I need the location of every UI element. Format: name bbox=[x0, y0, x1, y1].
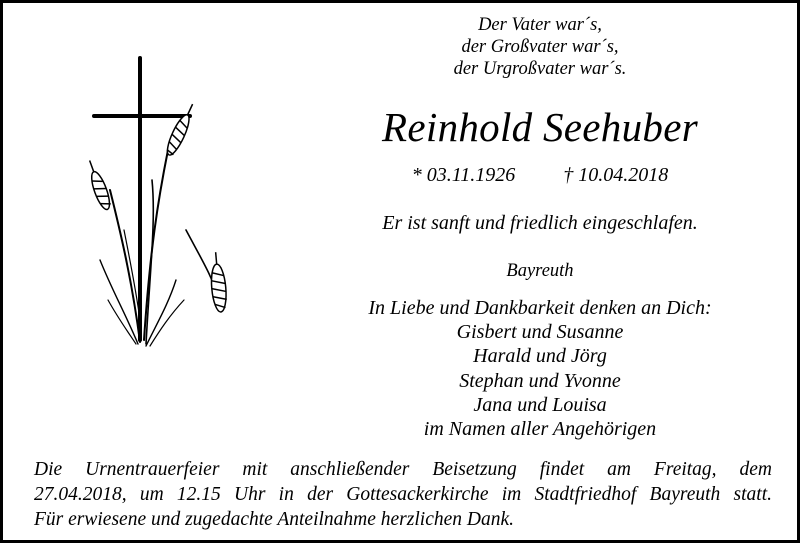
notice-line: Die Urnentrauerfeier mit anschließender Beisetzung findet am Freitag, dem bbox=[34, 459, 772, 480]
mourner-name: Jana und Louisa bbox=[473, 393, 607, 416]
intro-line: der Großvater war´s, bbox=[461, 37, 619, 57]
notice-line: Für erwiesene und zugedachte Anteilnahme herzlichen Dank. bbox=[34, 509, 514, 530]
mourners-list bbox=[270, 296, 800, 441]
intro-verse bbox=[300, 14, 780, 80]
death-date: † 10.04.2018 bbox=[563, 164, 669, 186]
life-dates bbox=[300, 162, 780, 188]
intro-line: Der Vater war´s, bbox=[478, 15, 602, 35]
cross-with-wheat-icon bbox=[80, 50, 270, 360]
mourners-heading: In Liebe und Dankbarkeit denken an Dich: bbox=[368, 297, 712, 319]
mourner-name: Stephan und Yvonne bbox=[459, 369, 621, 392]
place-name: Bayreuth bbox=[506, 261, 574, 281]
mourner-name: Harald und Jörg bbox=[473, 345, 607, 368]
intro-line: der Urgroßvater war´s. bbox=[453, 59, 627, 79]
mourners-closing: im Namen aller Angehörigen bbox=[423, 418, 657, 441]
deceased-name: Reinhold Seehuber bbox=[382, 104, 698, 150]
mourner-name: Gisbert und Susanne bbox=[456, 321, 624, 344]
birth-date: * 03.11.1926 bbox=[411, 164, 516, 186]
notice-line: 27.04.2018, um 12.15 Uhr in der Gottesackerkirche im Stadtfriedhof Bayreuth statt. bbox=[34, 484, 772, 505]
memorial-quote: Er ist sanft und friedlich eingeschlafen. bbox=[382, 212, 698, 234]
funeral-notice bbox=[34, 457, 772, 532]
